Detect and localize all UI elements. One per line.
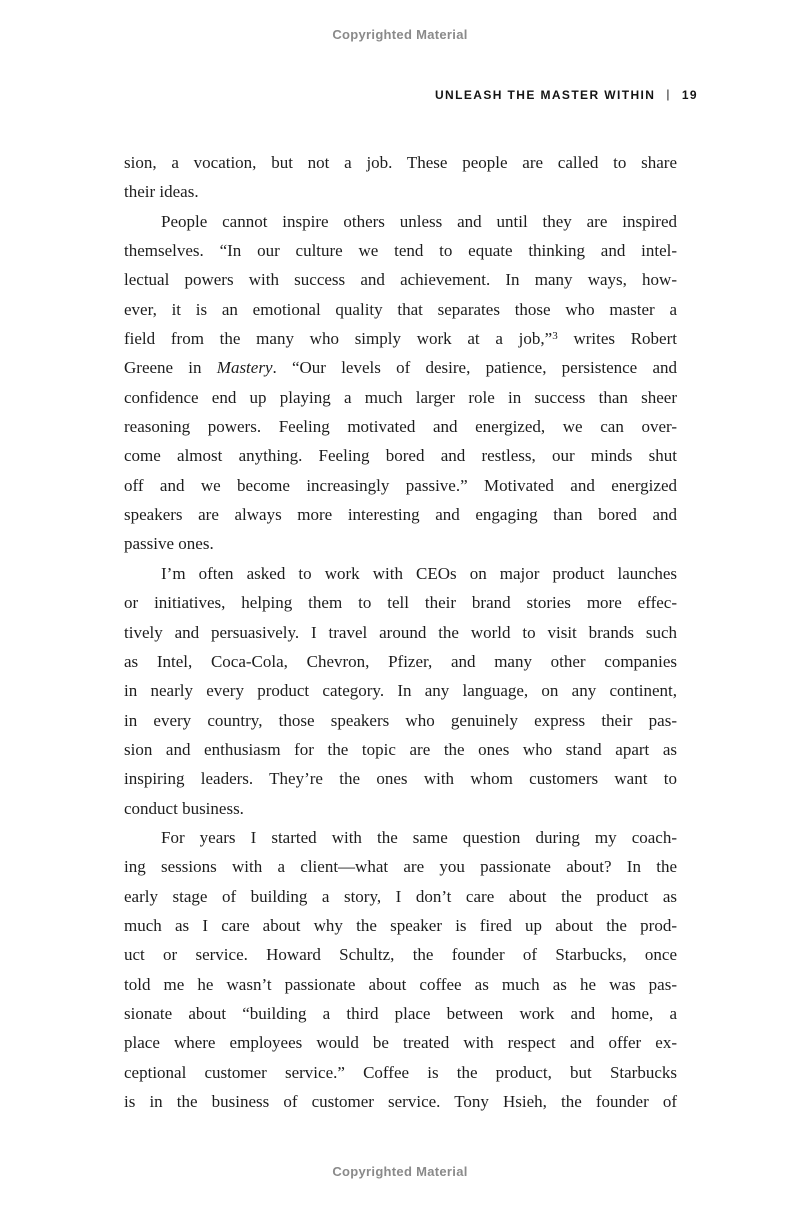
text-line: inspiring leaders. They’re the ones with whom customers want to [124, 769, 677, 789]
text-line: is in the business of customer service. Tony Hsieh, the founder of [124, 1092, 677, 1111]
text-line: themselves. “In our culture we tend to equate thinking and intel- [124, 241, 677, 261]
text-line: field from the many who simply work at a job,”$^3$ writes Robert [124, 329, 677, 349]
copyright-notice-bottom: Copyrighted Material [332, 1164, 468, 1179]
text-line: uct or service. Howard Schultz, the founder of Starbucks, once [124, 945, 677, 965]
text-line: in nearly every product category. In any language, on any continent, [124, 681, 677, 701]
text-line: much as I care about why the speaker is fired up about the prod- [124, 915, 677, 935]
running-head-title: UNLEASH THE MASTER WITHIN [434, 88, 656, 102]
text-line: come almost anything. Feeling bored and restless, our minds shut [124, 446, 677, 466]
text-line: passive ones. [124, 534, 214, 554]
text-block [124, 148, 677, 1116]
text-line: told me he wasn’t passionate about coffee as much as he was pas- [124, 974, 677, 994]
text-line: in every country, those speakers who genuinely express their pas- [124, 710, 677, 730]
text-line: or initiatives, helping them to tell their brand stories more effec- [124, 593, 677, 613]
text-line: ever, it is an emotional quality that separates those who master a [124, 299, 677, 319]
text-line: ing sessions with a client—what are you passionate about? In the [124, 857, 677, 877]
header-separator: | [666, 87, 671, 101]
copyright-notice-top: Copyrighted Material [332, 27, 468, 42]
text-line: sion and enthusiasm for the topic are the ones who stand apart as [124, 739, 677, 759]
text-line: People cannot inspire others unless and until they are inspired [161, 211, 677, 231]
page-number: 19 [681, 88, 698, 102]
text-line: reasoning powers. Feeling motivated and energized, we can over- [124, 417, 677, 437]
text-line: off and we become increasingly passive.” Motivated and energized [124, 475, 677, 495]
text-line: speakers are always more interesting and engaging than bored and [124, 505, 677, 525]
text-line: their ideas. [124, 182, 199, 202]
text-line: tively and persuasively. I travel around the world to visit brands such [124, 622, 677, 642]
text-line: sionate about “building a third place between work and home, a [124, 1003, 677, 1023]
text-line: as Intel, Coca-Cola, Chevron, Pfizer, and many other companies [124, 651, 677, 671]
text-line: early stage of building a story, I don’t care about the product as [124, 886, 677, 906]
text-line: Greene in Mastery. “Our levels of desire, patience, persistence and [124, 358, 677, 378]
text-line: conduct business. [124, 798, 244, 818]
text-line: sion, a vocation, but not a job. These people are called to share [124, 153, 677, 172]
text-line: place where employees would be treated with respect and offer ex- [124, 1033, 677, 1053]
text-line: confidence end up playing a much larger role in success than sheer [124, 387, 677, 407]
text-line: lectual powers with success and achievement. In many ways, how- [124, 270, 677, 290]
running-header [435, 88, 698, 102]
text-line: For years I started with the same question during my coach- [161, 827, 677, 847]
text-line: I’m often asked to work with CEOs on major product launches [161, 563, 677, 583]
text-line: ceptional customer service.” Coffee is the product, but Starbucks [124, 1062, 677, 1082]
